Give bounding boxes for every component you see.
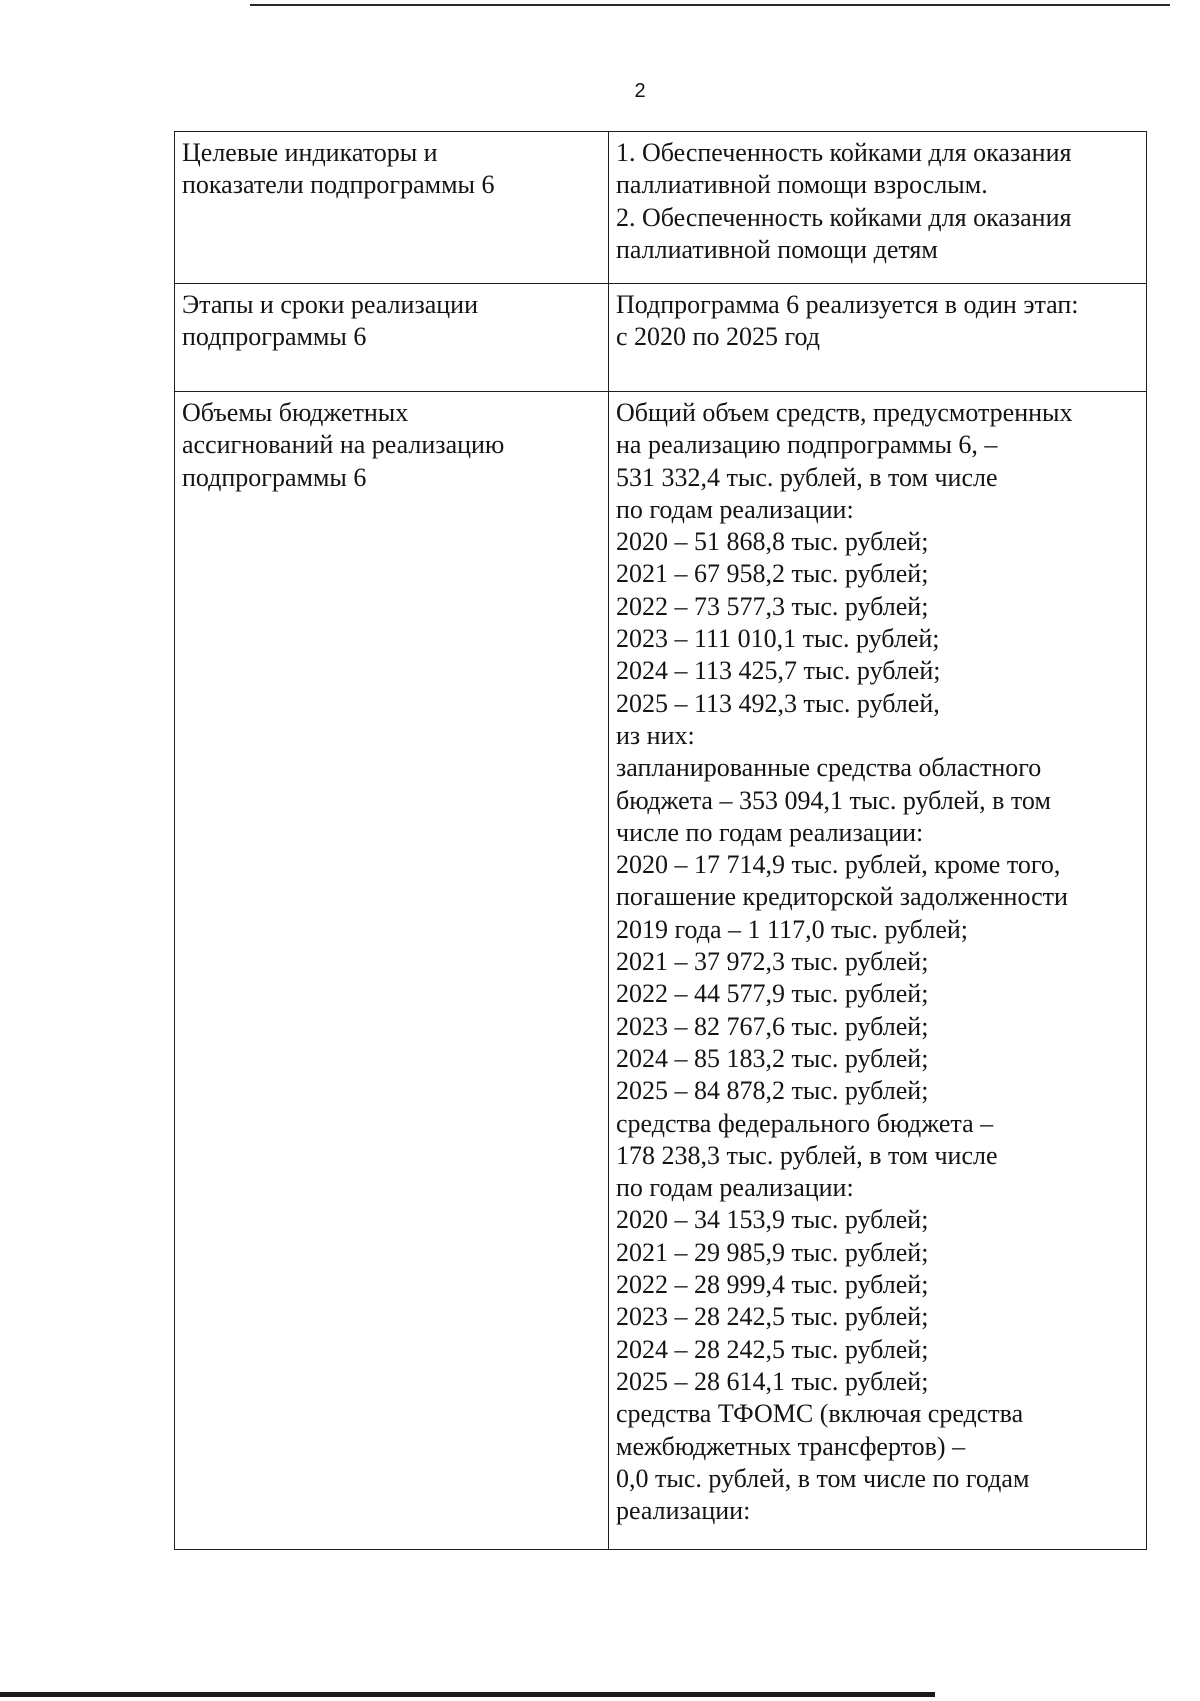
row-label-cell [175, 284, 609, 392]
top-border-line [250, 4, 1170, 6]
value-line: 2020 – 17 714,9 тыс. рублей, кроме того, [616, 850, 1061, 880]
value-line: числе по годам реализации: [616, 817, 924, 847]
row-value-cell [609, 132, 1147, 284]
subprogram-passport-table [174, 131, 1147, 1550]
value-line: с 2020 по 2025 год [616, 322, 820, 352]
label-line: Целевые индикаторы и [182, 138, 438, 167]
value-line: погашение кредиторской задолженности [616, 882, 1068, 912]
value-line: 2021 – 29 985,9 тыс. рублей; [616, 1237, 929, 1267]
label-line: подпрограммы 6 [182, 462, 367, 492]
label-line: ассигнований на реализацию [182, 430, 505, 460]
value-line: по годам реализации: [616, 1173, 854, 1203]
value-line: 0,0 тыс. рублей, в том числе по годам [616, 1463, 1030, 1493]
bottom-border-line [0, 1692, 935, 1697]
value-line: средства федерального бюджета – [616, 1108, 994, 1138]
value-line: 2022 – 44 577,9 тыс. рублей; [616, 979, 929, 1009]
value-line: 2024 – 85 183,2 тыс. рублей; [616, 1043, 929, 1073]
value-line: 531 332,4 тыс. рублей, в том числе [616, 462, 998, 492]
value-line: на реализацию подпрограммы 6, – [616, 430, 998, 460]
value-line: 2022 – 28 999,4 тыс. рублей; [616, 1270, 929, 1300]
row-value-cell [609, 284, 1147, 392]
value-line: паллиативной помощи детям [616, 234, 938, 264]
value-line: 2. Обеспеченность койками для оказания [616, 202, 1072, 232]
value-line: Подпрограмма 6 реализуется в один этап: [616, 290, 1079, 319]
value-line: 2025 – 28 614,1 тыс. рублей; [616, 1366, 929, 1396]
label-line: показатели подпрограммы 6 [182, 170, 495, 200]
table-row-budget [175, 392, 1147, 1550]
value-line: из них: [616, 720, 695, 750]
value-line: Общий объем средств, предусмотренных [616, 398, 1073, 427]
value-line: 2023 – 28 242,5 тыс. рублей; [616, 1302, 929, 1332]
value-line: 2019 года – 1 117,0 тыс. рублей; [616, 914, 968, 944]
value-line: 2023 – 82 767,6 тыс. рублей; [616, 1011, 929, 1041]
label-line: Этапы и сроки реализации [182, 290, 478, 319]
value-line: 2024 – 28 242,5 тыс. рублей; [616, 1334, 929, 1364]
value-line: 2020 – 34 153,9 тыс. рублей; [616, 1205, 929, 1235]
value-line: реализации: [616, 1496, 751, 1526]
value-line: 2022 – 73 577,3 тыс. рублей; [616, 591, 929, 621]
table-row-stages [175, 284, 1147, 392]
value-line: бюджета – 353 094,1 тыс. рублей, в том [616, 785, 1051, 815]
value-line: по годам реализации: [616, 494, 854, 524]
row-value-cell [609, 392, 1147, 1550]
value-line: запланированные средства областного [616, 753, 1042, 783]
value-line: 178 238,3 тыс. рублей, в том числе [616, 1140, 998, 1170]
value-line: межбюджетных трансфертов) – [616, 1431, 966, 1461]
label-line: Объемы бюджетных [182, 398, 409, 427]
value-line: 2023 – 111 010,1 тыс. рублей; [616, 624, 940, 654]
page-number: 2 [634, 80, 646, 102]
value-line: 2021 – 37 972,3 тыс. рублей; [616, 947, 929, 977]
value-line: 2021 – 67 958,2 тыс. рублей; [616, 559, 929, 589]
value-line: средства ТФОМС (включая средства [616, 1399, 1024, 1429]
label-line: подпрограммы 6 [182, 322, 367, 352]
row-label-cell [175, 132, 609, 284]
value-line: 1. Обеспеченность койками для оказания [616, 138, 1072, 167]
row-label-cell [175, 392, 609, 1550]
value-line: 2025 – 84 878,2 тыс. рублей; [616, 1076, 929, 1106]
value-line: 2020 – 51 868,8 тыс. рублей; [616, 527, 929, 557]
value-line: паллиативной помощи взрослым. [616, 170, 988, 200]
value-line: 2024 – 113 425,7 тыс. рублей; [616, 656, 941, 686]
value-line: 2025 – 113 492,3 тыс. рублей, [616, 688, 940, 718]
table-row-indicators [175, 132, 1147, 284]
